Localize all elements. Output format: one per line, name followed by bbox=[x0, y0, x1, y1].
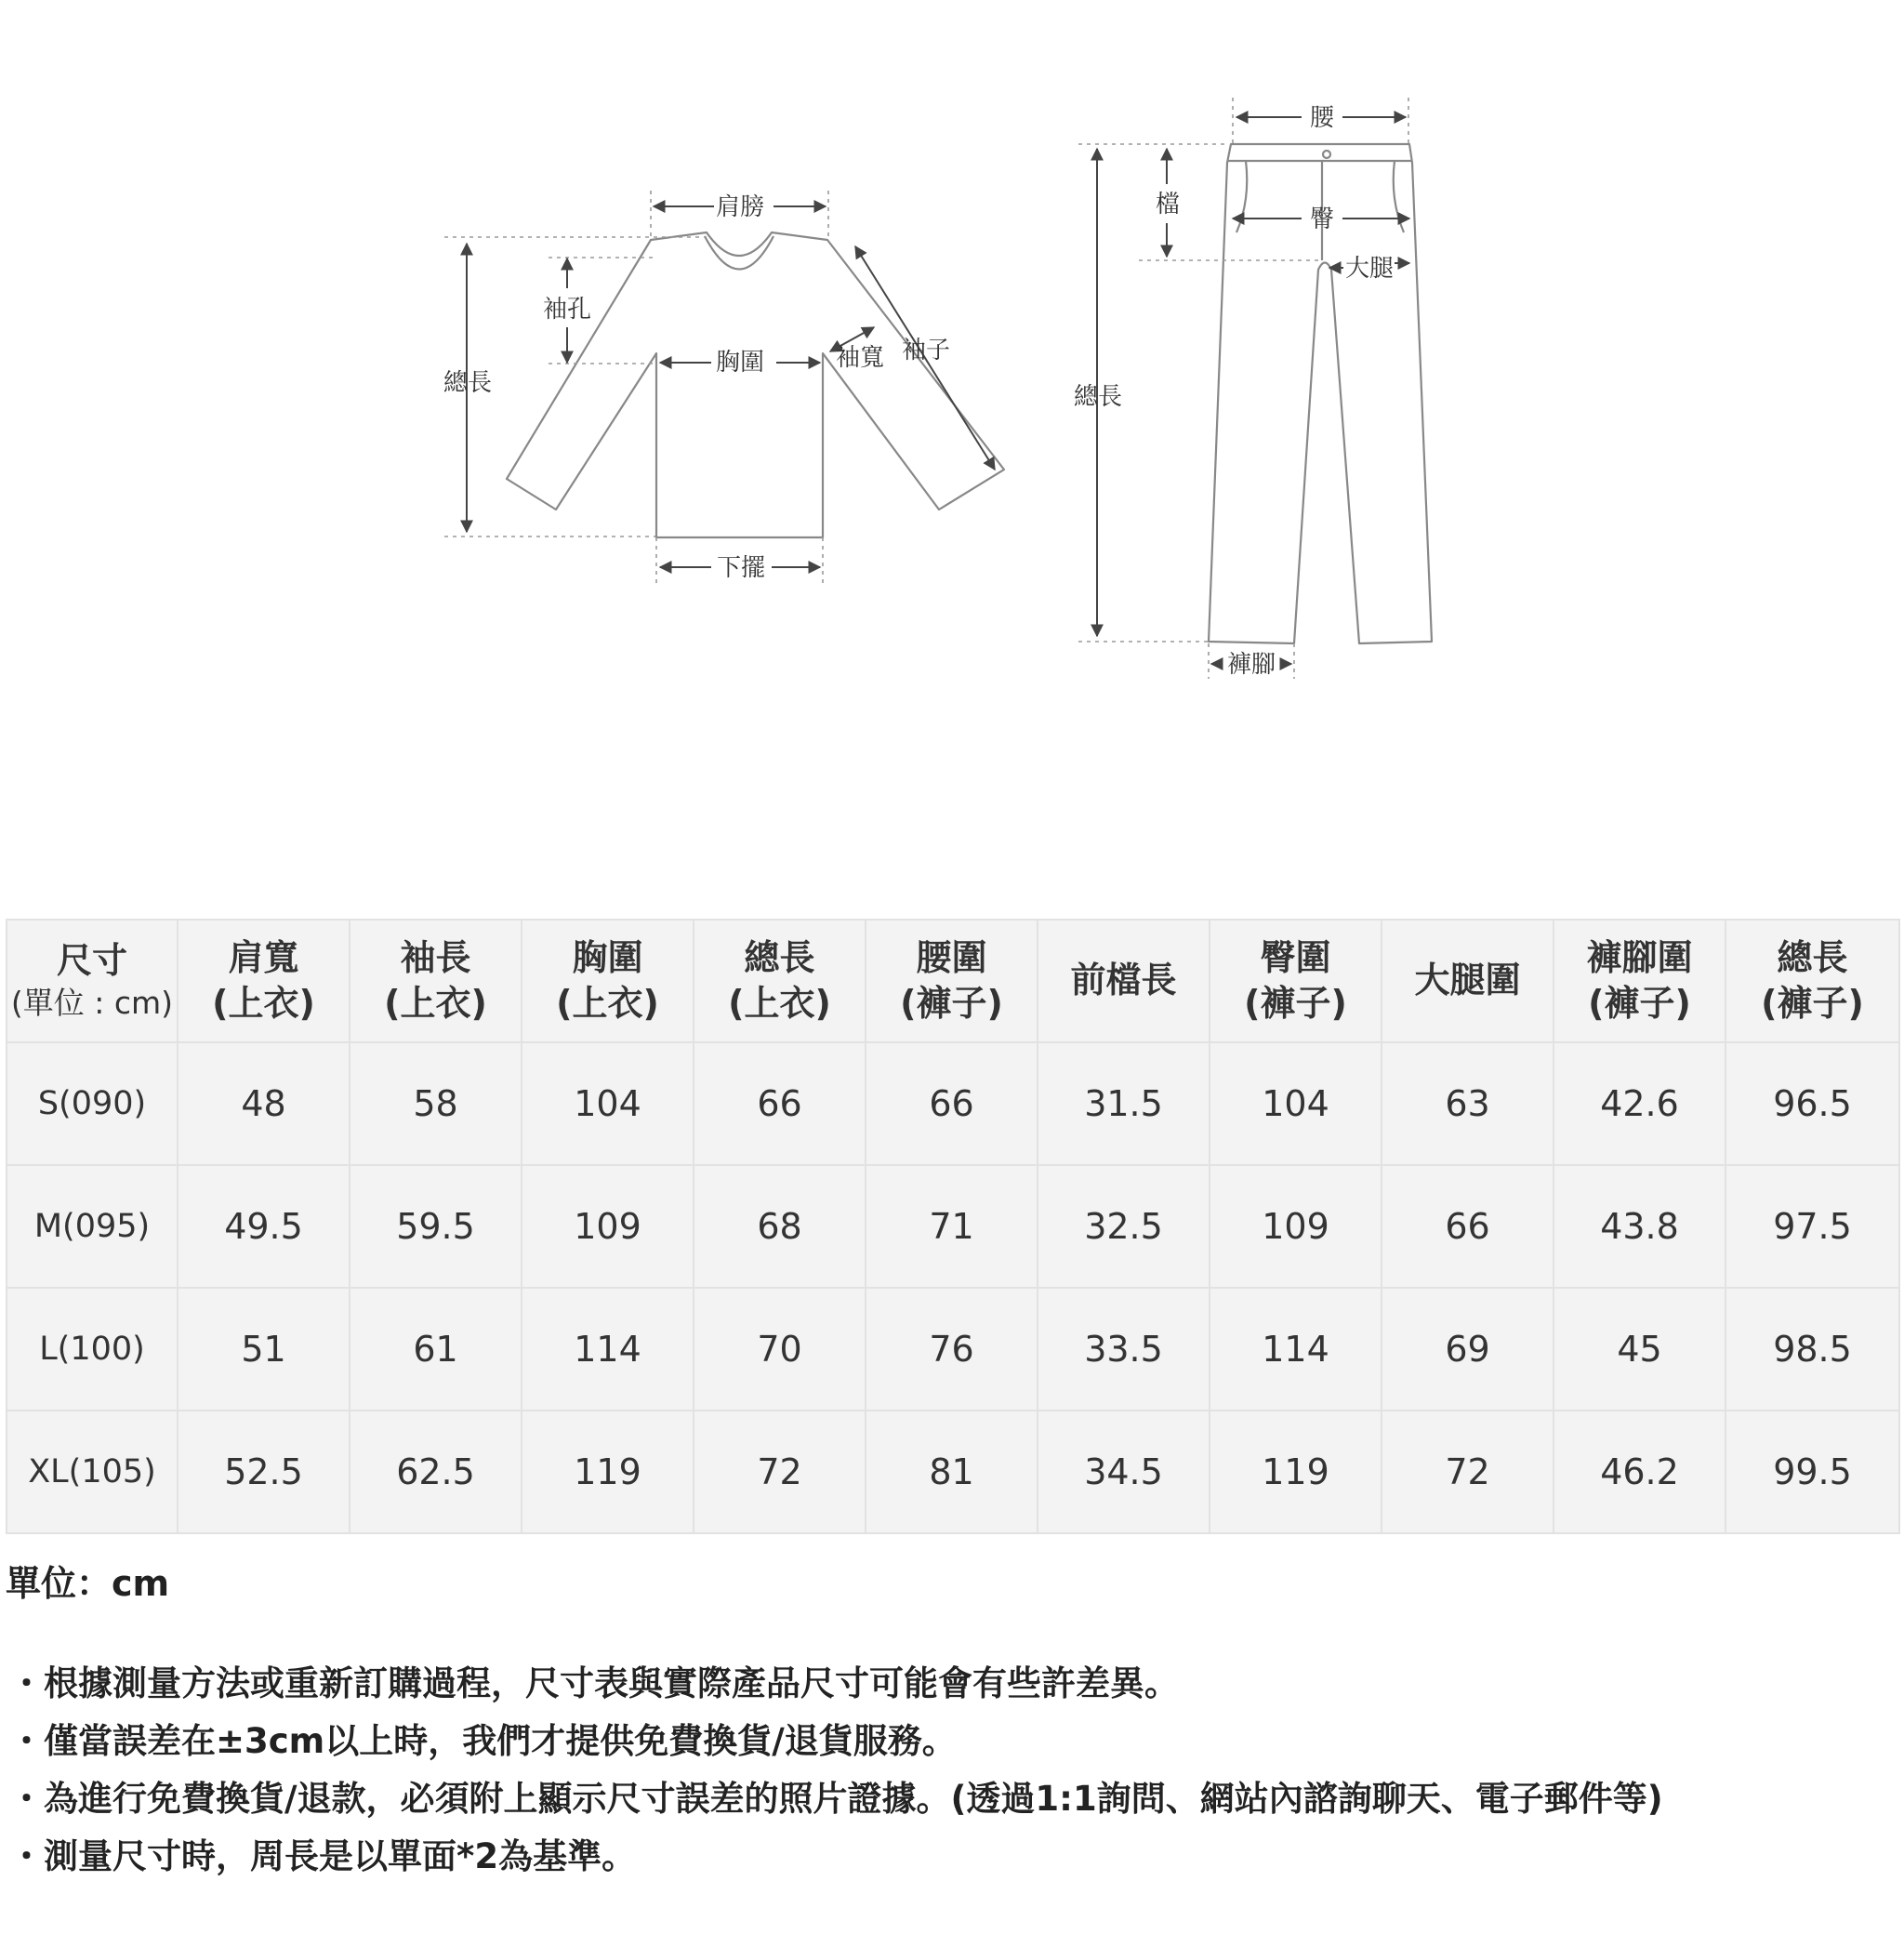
header-waist: 腰圍 (褲子) bbox=[866, 920, 1038, 1042]
shirt-outline bbox=[507, 232, 1004, 537]
note-item: ・僅當誤差在±3cm以上時，我們才提供免費換貨/退貨服務。 bbox=[9, 1721, 957, 1761]
size-cell: M(095) bbox=[7, 1165, 178, 1288]
table-cell: 33.5 bbox=[1038, 1288, 1210, 1411]
table-cell: 99.5 bbox=[1726, 1411, 1899, 1533]
table-cell: 42.6 bbox=[1554, 1042, 1726, 1165]
table-cell: 96.5 bbox=[1726, 1042, 1899, 1165]
table-cell: 68 bbox=[694, 1165, 866, 1288]
table-cell: 31.5 bbox=[1038, 1042, 1210, 1165]
armhole-label: 袖孔 bbox=[542, 296, 592, 324]
table-cell: 114 bbox=[522, 1288, 694, 1411]
thigh-label: 大腿 bbox=[1344, 255, 1395, 283]
table-cell: 70 bbox=[694, 1288, 866, 1411]
header-leg-opening: 褲腳圍 (褲子) bbox=[1554, 920, 1726, 1042]
sleeve-label: 袖子 bbox=[901, 337, 951, 364]
table-cell: 114 bbox=[1210, 1288, 1382, 1411]
chest-label: 胸圍 bbox=[715, 349, 765, 377]
table-cell: 34.5 bbox=[1038, 1411, 1210, 1533]
table-cell: 46.2 bbox=[1554, 1411, 1726, 1533]
table-cell: 58 bbox=[350, 1042, 522, 1165]
waist-label: 腰 bbox=[1309, 104, 1335, 132]
header-chest: 胸圍 (上衣) bbox=[522, 920, 694, 1042]
shirt-total-length-label: 總長 bbox=[443, 369, 493, 397]
header-thigh: 大腿圍 bbox=[1382, 920, 1554, 1042]
header-hip: 臀圍 (褲子) bbox=[1210, 920, 1382, 1042]
pants-total-length-label: 總長 bbox=[1073, 383, 1123, 411]
table-row bbox=[7, 1042, 1899, 1165]
size-cell: L(100) bbox=[7, 1288, 178, 1411]
table-row bbox=[7, 1165, 1899, 1288]
table-cell: 109 bbox=[1210, 1165, 1382, 1288]
table-cell: 32.5 bbox=[1038, 1165, 1210, 1288]
size-cell: XL(105) bbox=[7, 1411, 178, 1533]
table-cell: 97.5 bbox=[1726, 1165, 1899, 1288]
table-cell: 43.8 bbox=[1554, 1165, 1726, 1288]
table-cell: 49.5 bbox=[178, 1165, 350, 1288]
table-cell: 59.5 bbox=[350, 1165, 522, 1288]
note-item: ・為進行免費換貨/退款，必須附上顯示尺寸誤差的照片證據。(透過1:1詢問、網站內諮詢聊天、電子郵件等) bbox=[9, 1779, 1663, 1819]
header-size: 尺寸 (單位 : cm) bbox=[7, 920, 178, 1042]
garment-illustration bbox=[0, 0, 1904, 837]
size-table-container bbox=[6, 919, 1898, 1534]
table-cell: 66 bbox=[1382, 1165, 1554, 1288]
table-cell: 61 bbox=[350, 1288, 522, 1411]
rise-label: 檔 bbox=[1155, 191, 1181, 219]
table-cell: 98.5 bbox=[1726, 1288, 1899, 1411]
note-item: ・測量尺寸時，周長是以單面*2為基準。 bbox=[9, 1836, 637, 1876]
size-table bbox=[6, 919, 1900, 1534]
table-cell: 62.5 bbox=[350, 1411, 522, 1533]
header-shoulder-width: 肩寬 (上衣) bbox=[178, 920, 350, 1042]
table-cell: 66 bbox=[866, 1042, 1038, 1165]
header-top-length: 總長 (上衣) bbox=[694, 920, 866, 1042]
header-pants-length: 總長 (褲子) bbox=[1726, 920, 1899, 1042]
hip-label: 臀 bbox=[1309, 205, 1335, 233]
hem-label: 下擺 bbox=[716, 554, 766, 582]
table-cell: 104 bbox=[1210, 1042, 1382, 1165]
table-cell: 72 bbox=[694, 1411, 866, 1533]
size-cell: S(090) bbox=[7, 1042, 178, 1165]
table-cell: 72 bbox=[1382, 1411, 1554, 1533]
shoulder-label: 肩膀 bbox=[715, 193, 765, 221]
table-cell: 48 bbox=[178, 1042, 350, 1165]
table-cell: 69 bbox=[1382, 1288, 1554, 1411]
table-row bbox=[7, 1411, 1899, 1533]
size-diagram bbox=[0, 0, 1904, 837]
header-front-rise: 前檔長 bbox=[1038, 920, 1210, 1042]
table-cell: 52.5 bbox=[178, 1411, 350, 1533]
table-cell: 119 bbox=[522, 1411, 694, 1533]
table-cell: 109 bbox=[522, 1165, 694, 1288]
table-cell: 63 bbox=[1382, 1042, 1554, 1165]
table-cell: 51 bbox=[178, 1288, 350, 1411]
table-cell: 81 bbox=[866, 1411, 1038, 1533]
unit-note: 單位：cm bbox=[6, 1563, 170, 1604]
sleeve-width-label: 袖寬 bbox=[835, 344, 885, 372]
table-header-row bbox=[7, 920, 1899, 1042]
leg-opening-label: 褲腳 bbox=[1226, 651, 1276, 679]
table-cell: 104 bbox=[522, 1042, 694, 1165]
table-cell: 76 bbox=[866, 1288, 1038, 1411]
note-item: ・根據測量方法或重新訂購過程，尺寸表與實際產品尺寸可能會有些許差異。 bbox=[9, 1663, 1179, 1703]
table-cell: 45 bbox=[1554, 1288, 1726, 1411]
notes-list bbox=[9, 1655, 1897, 1886]
table-row bbox=[7, 1288, 1899, 1411]
header-sleeve-length: 袖長 (上衣) bbox=[350, 920, 522, 1042]
table-cell: 71 bbox=[866, 1165, 1038, 1288]
table-cell: 66 bbox=[694, 1042, 866, 1165]
table-cell: 119 bbox=[1210, 1411, 1382, 1533]
